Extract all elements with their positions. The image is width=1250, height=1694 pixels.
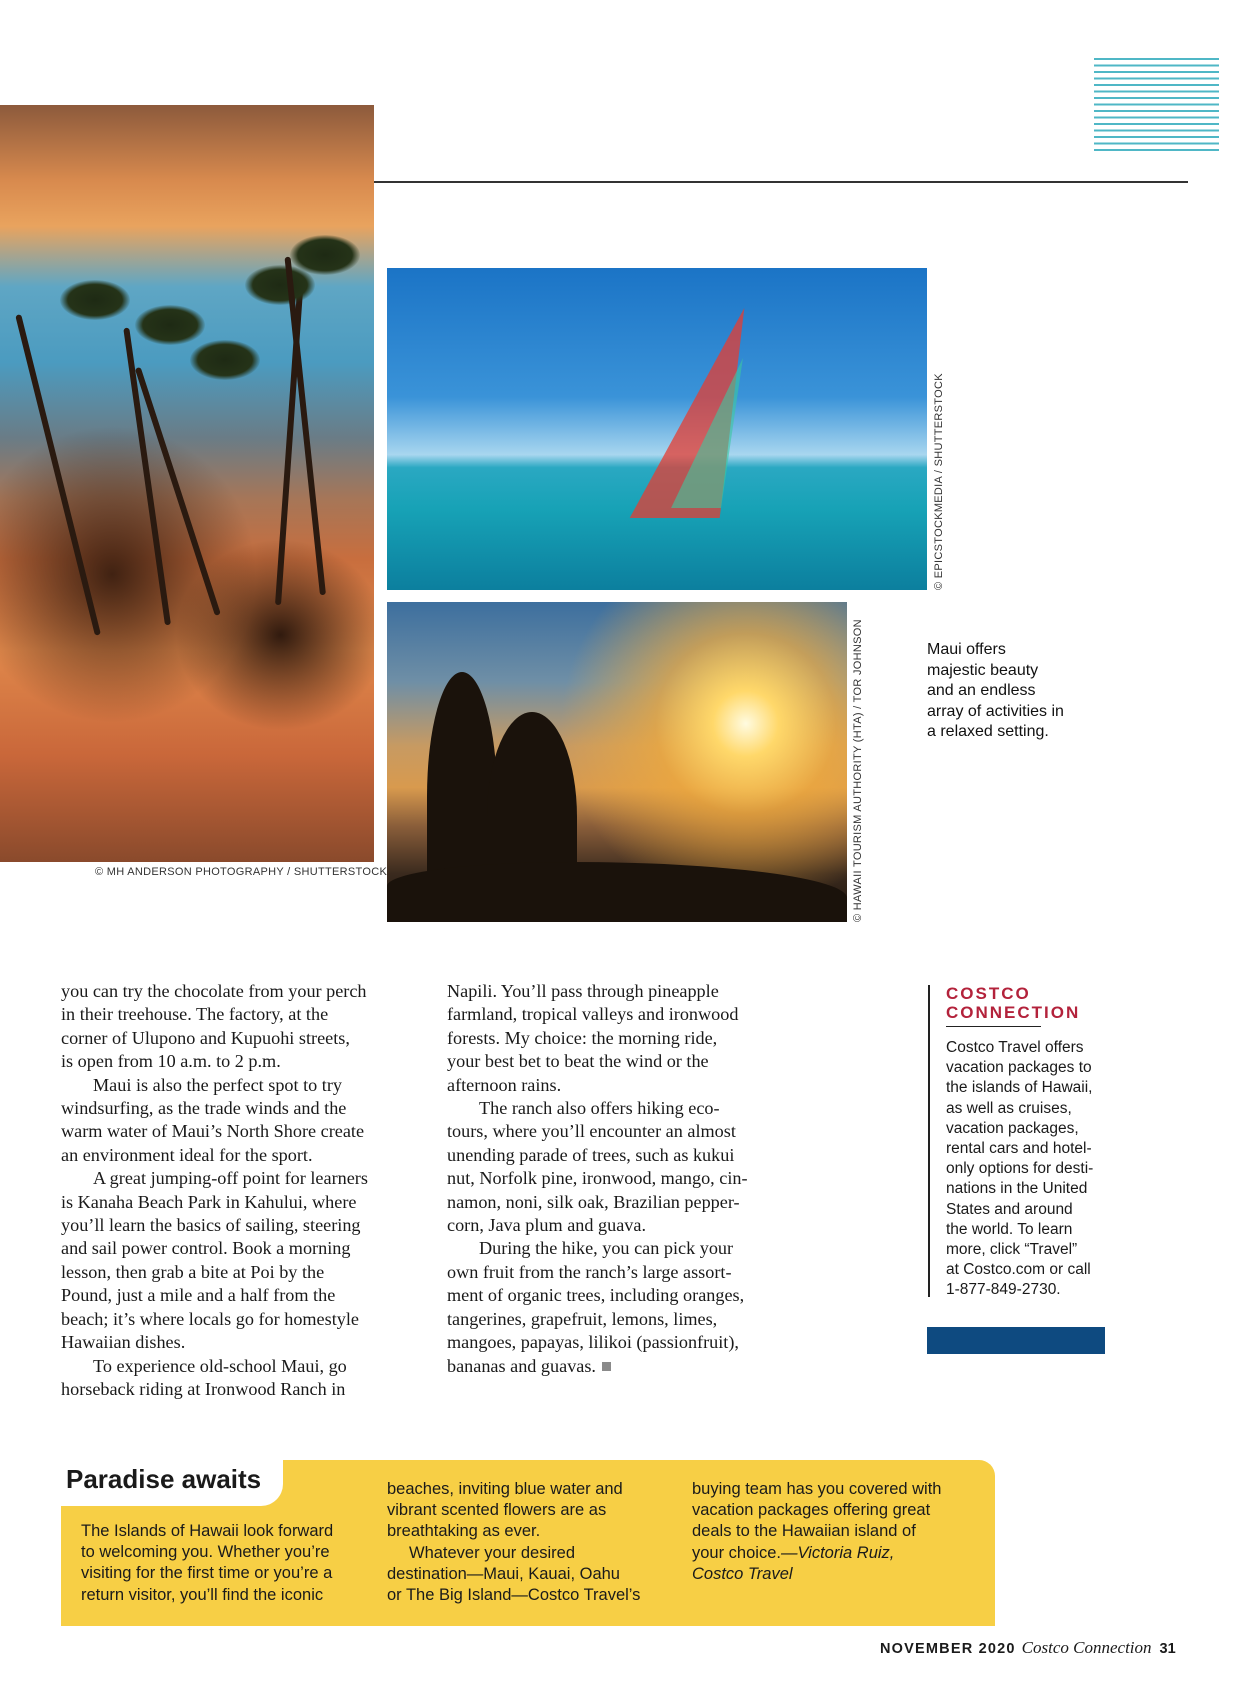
page-number: 31 xyxy=(1159,1641,1176,1657)
sidebar-rule xyxy=(928,985,930,1297)
travel-link-button[interactable] xyxy=(927,1327,1105,1354)
footer-publication: Costco Connection xyxy=(1021,1638,1152,1657)
end-mark-icon xyxy=(602,1362,611,1371)
sidebar-separator xyxy=(946,1026,1041,1027)
paradise-column-1: The Islands of Hawaii look forward to welcoming you. Whether you’re visiting for the first time or you’re a return visitor, you’ll find the iconic xyxy=(81,1522,334,1604)
signature-name: —Victoria Ruiz, xyxy=(780,1543,895,1562)
photo-caption: Maui offers majestic beauty and an endless array of activities in a relaxed setting. xyxy=(927,641,1064,740)
windsurfing-photo xyxy=(387,268,927,590)
header-rule xyxy=(373,181,1188,183)
sunset-hikers-photo xyxy=(387,602,847,922)
paradise-column-2: beaches, inviting blue water and vibrant scented flowers are as breathtaking as ever. Whatever your desired destination—Maui, Kauai, Oahu or The Big Island—Costco Travel’s xyxy=(387,1480,641,1605)
beach-palm-photo xyxy=(0,105,374,862)
paradise-title: Paradise awaits xyxy=(66,1464,262,1494)
article-column-left: you can try the chocolate from your perch in their treehouse. The factory, at the corner of Ulupono and Kupuohi streets, is open from 10 a.m. to 2 p.m. Maui is also the perfect spot to try windsurfing, as the trade winds and the warm water of Maui’s North Shore create an environment ideal for the sport. A great jumping-off point for learners is Kanaha Beach Park in Kahului, where you’ll learn the basics of sailing, steering and sail power control. Book a morning lesson, then grab a bite at Poi by the Pound, just a mile and a half from the beach; it’s where locals go for homestyle Hawaiian dishes. To experience old-school Maui, go horseback riding at Ironwood Ranch in xyxy=(61,981,368,1399)
decorative-stripes xyxy=(1094,58,1219,154)
page-footer xyxy=(880,1638,1176,1658)
costco-connection-title: COSTCO CONNECTION xyxy=(946,984,1081,1022)
costco-connection-text: Costco Travel offers vacation packages to the islands of Hawaii, as well as cruises, vacation packages, rental cars and hotel- only options for desti- nations in the United States and around the world. To learn more, click “Travel” at Costco.com or call 1-877-849-2730. xyxy=(946,1039,1094,1299)
beach-photo-credit: © MH ANDERSON PHOTOGRAPHY / SHUTTERSTOCK xyxy=(95,866,388,878)
article-column-middle: Napili. You’ll pass through pineapple farmland, tropical valleys and ironwood forests. My choice: the morning ride, your best bet to beat the wind or the afternoon rains. The ranch also offers hiking eco- tours, where you’ll encounter an almost unending parade of trees, such as kukui nut, Norfolk pine, ironwood, mango, cin- namon, noni, silk oak, Brazilian pepper- corn, Java plum and guava. During the hike, you can pick your own fruit from the ranch’s large assort- ment of organic trees, including oranges, tangerines, grapefruit, lemons, limes, mangoes, papayas, lilikoi (passionfruit), bananas and guavas. xyxy=(447,981,748,1376)
windsurf-photo-credit: © EPICSTOCKMEDIA / SHUTTERSTOCK xyxy=(933,373,945,590)
paradise-column-3: buying team has you covered with vacation packages offering great deals to the Hawaiian island of your choice.—Victoria Ruiz, Costco Travel xyxy=(692,1479,941,1585)
footer-month: NOVEMBER 2020 xyxy=(880,1641,1016,1657)
signature-company: Costco Travel xyxy=(692,1564,793,1583)
sunset-photo-credit: © HAWAII TOURISM AUTHORITY (HTA) / TOR JOHNSON xyxy=(852,619,864,922)
